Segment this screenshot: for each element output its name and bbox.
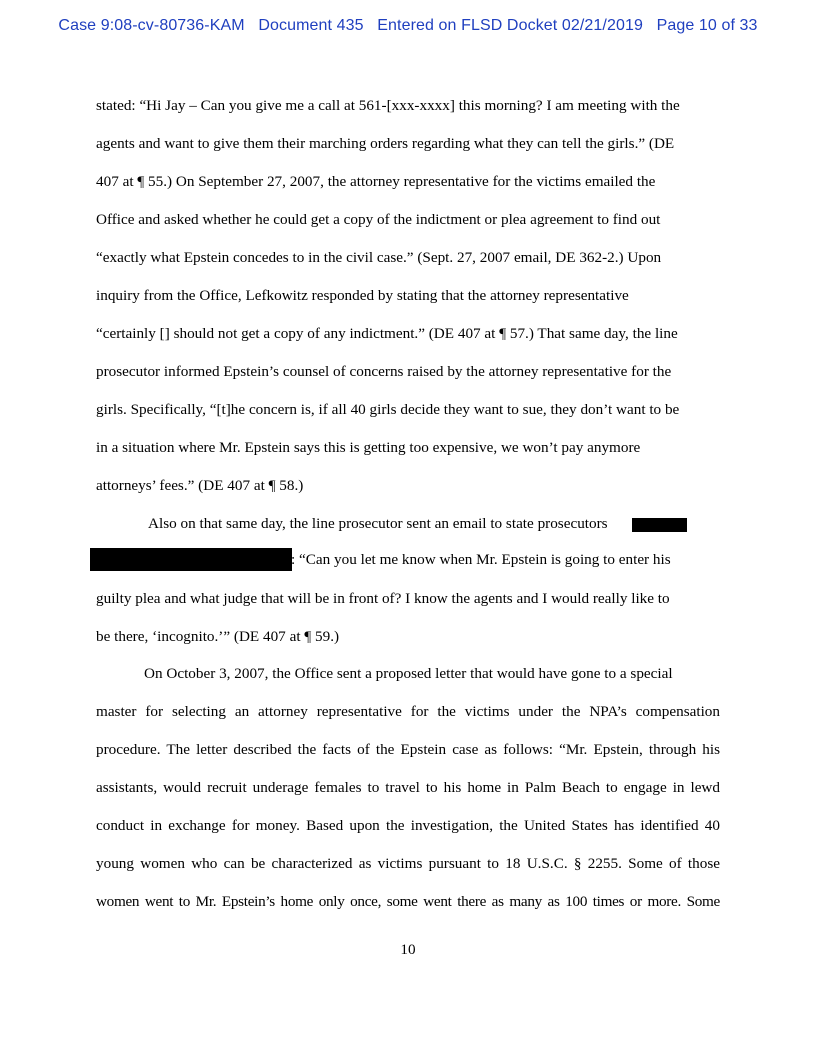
case-number: Case 9:08-cv-80736-KAM [58, 17, 245, 34]
docket-header [0, 17, 816, 35]
text-line: Also on that same day, the line prosecutor sent an email to state prosecutors [148, 515, 608, 532]
text-line: in a situation where Mr. Epstein says this is getting too expensive, we won’t pay anymore [96, 439, 641, 456]
text-line: prosecutor informed Epstein’s counsel of concerns raised by the attorney representative for the [96, 363, 672, 380]
document-number: Document 435 [258, 17, 364, 34]
text-line: girls. Specifically, “[t]he concern is, if all 40 girls decide they want to sue, they don’t want to be [96, 401, 680, 418]
text-line: guilty plea and what judge that will be in front of? I know the agents and I would really like to [96, 590, 670, 607]
text-line: be there, ‘incognito.’” (DE 407 at ¶ 59.) [96, 628, 340, 645]
text-line: conduct in exchange for money. Based upon the investigation, the United States has identified 40 [96, 817, 720, 834]
text-line: stated: “Hi Jay – Can you give me a call at 561-[xxx-xxxx] this morning? I am meeting with the [96, 97, 680, 114]
text-line: young women who can be characterized as victims pursuant to 18 U.S.C. § 2255. Some of those [96, 855, 720, 872]
text-line: agents and want to give them their marching orders regarding what they can tell the girls.” (DE [96, 135, 675, 152]
text-line: “exactly what Epstein concedes to in the civil case.” (Sept. 27, 2007 email, DE 362-2.) Upon [96, 249, 662, 266]
redaction-bar [90, 548, 292, 571]
page-number: 10 [400, 941, 416, 958]
text-line: 407 at ¶ 55.) On September 27, 2007, the attorney representative for the victims emailed the [96, 173, 656, 190]
text-line: inquiry from the Office, Lefkowitz responded by stating that the attorney representative [96, 287, 629, 304]
page-indicator: Page 10 of 33 [656, 17, 758, 34]
text-line: attorneys’ fees.” (DE 407 at ¶ 58.) [96, 477, 304, 494]
text-line: “certainly [] should not get a copy of any indictment.” (DE 407 at ¶ 57.) That same day, the line [96, 325, 678, 342]
text-line: Office and asked whether he could get a copy of the indictment or plea agreement to find out [96, 211, 661, 228]
text-line: assistants, would recruit underage females to travel to his home in Palm Beach to engage in lewd [96, 779, 720, 796]
redaction-bar [632, 518, 687, 532]
text-line: procedure. The letter described the facts of the Epstein case as follows: “Mr. Epstein, through his [96, 741, 720, 758]
text-line: women went to Mr. Epstein’s home only once, some went there as many as 100 times or more. Some [96, 893, 720, 910]
text-line: On October 3, 2007, the Office sent a proposed letter that would have gone to a special [144, 665, 673, 682]
docket-entry: Entered on FLSD Docket 02/21/2019 [377, 17, 643, 34]
text-line: master for selecting an attorney representative for the victims under the NPA’s compensation [96, 703, 720, 720]
text-line: : “Can you let me know when Mr. Epstein is going to enter his [291, 551, 671, 568]
